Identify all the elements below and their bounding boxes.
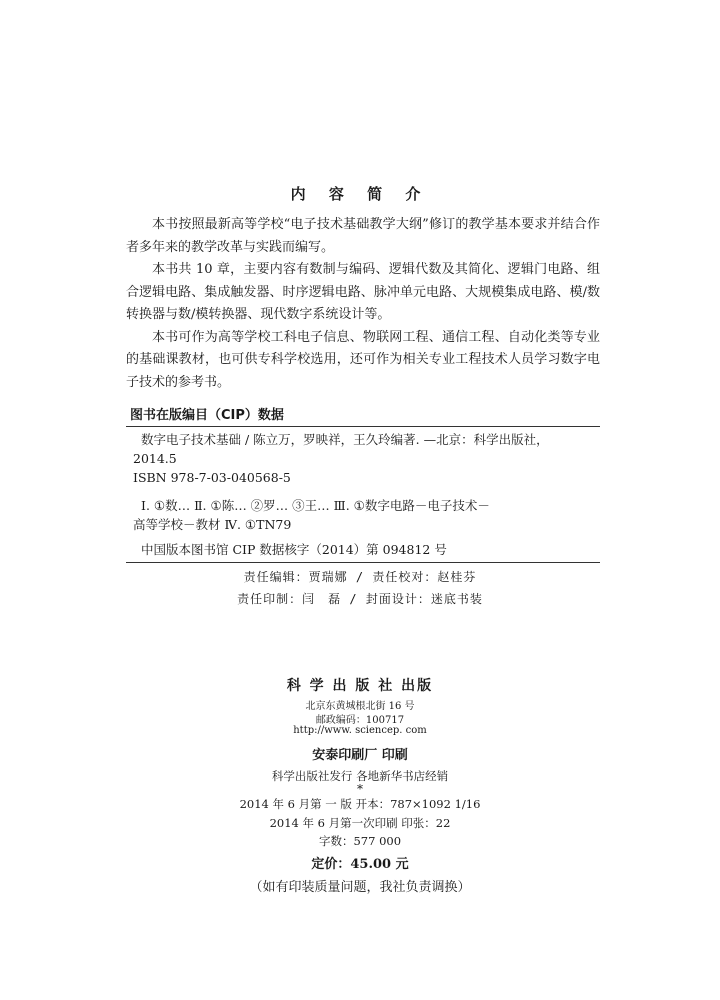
summary-paragraph: 本书共 10 章，主要内容有数制与编码、逻辑代数及其简化、逻辑门电路、组合逻辑电路、集成触发器、时序逻辑电路、脉冲单元电路、大规模集成电路、模/数转换器与数/模转换器、现代数字系统设计等。: [126, 262, 600, 322]
cip-heading: 图书在版编目（CIP）数据: [130, 408, 284, 423]
summary-paragraph: 本书可作为高等学校工科电子信息、物联网工程、通信工程、自动化类等专业的基础课教材，也可供专科学校选用，还可作为相关专业工程技术人员学习数字电子技术的参考书。: [126, 329, 600, 390]
price: 定价：45.00 元: [311, 857, 409, 872]
separator-star: *: [357, 782, 363, 796]
cip-title-line: 数字电子技术基础 / 陈立万，罗映祥，王久玲编著. —北京：科学出版社，: [141, 432, 549, 447]
summary-title: 内 容 简 介: [290, 185, 430, 203]
edition-info: 2014 年 6 月第 一 版 开本：787×1092 1/16: [239, 797, 481, 811]
printer: 安泰印刷厂 印刷: [312, 748, 408, 763]
cip-date-line: 2014.5: [133, 451, 177, 466]
printing-info: 2014 年 6 月第一次印刷 印张：22: [269, 816, 451, 830]
divider: [126, 562, 600, 563]
production-line: 责任印制：闫 磊 / 封面设计：迷底书装: [237, 592, 483, 606]
divider: [126, 426, 600, 427]
distribution: 科学出版社发行 各地新华书店经销: [271, 769, 449, 783]
summary-paragraph: 本书按照最新高等学校“电子技术基础教学大纲”修订的教学基本要求并结合作者多年来的教学改革与实践而编写。: [126, 217, 600, 255]
cip-classification-cont: 高等学校－教材 Ⅳ. ①TN79: [133, 517, 292, 532]
cip-isbn: ISBN 978-7-03-040568-5: [133, 470, 291, 485]
summary-body: [126, 214, 600, 394]
publisher-address: 北京东黄城根北街 16 号: [305, 701, 415, 712]
editor-line: 责任编辑：贾瑞娜 / 责任校对：赵桂芬: [243, 570, 477, 584]
publisher-postcode: 邮政编码：100717: [315, 715, 405, 726]
word-count: 字数：577 000: [318, 834, 402, 848]
quality-note: （如有印装质量问题，我社负责调换）: [249, 880, 471, 895]
publisher-url: http://www. sciencep. com: [293, 725, 427, 736]
publisher-name: 科 学 出 版 社 出版: [286, 678, 434, 694]
cip-classification: Ⅰ. ①数… Ⅱ. ①陈… ②罗… ③王… Ⅲ. ①数字电路－电子技术－: [141, 498, 490, 513]
cip-core-number: 中国版本图书馆 CIP 数据核字（2014）第 094812 号: [141, 542, 447, 557]
